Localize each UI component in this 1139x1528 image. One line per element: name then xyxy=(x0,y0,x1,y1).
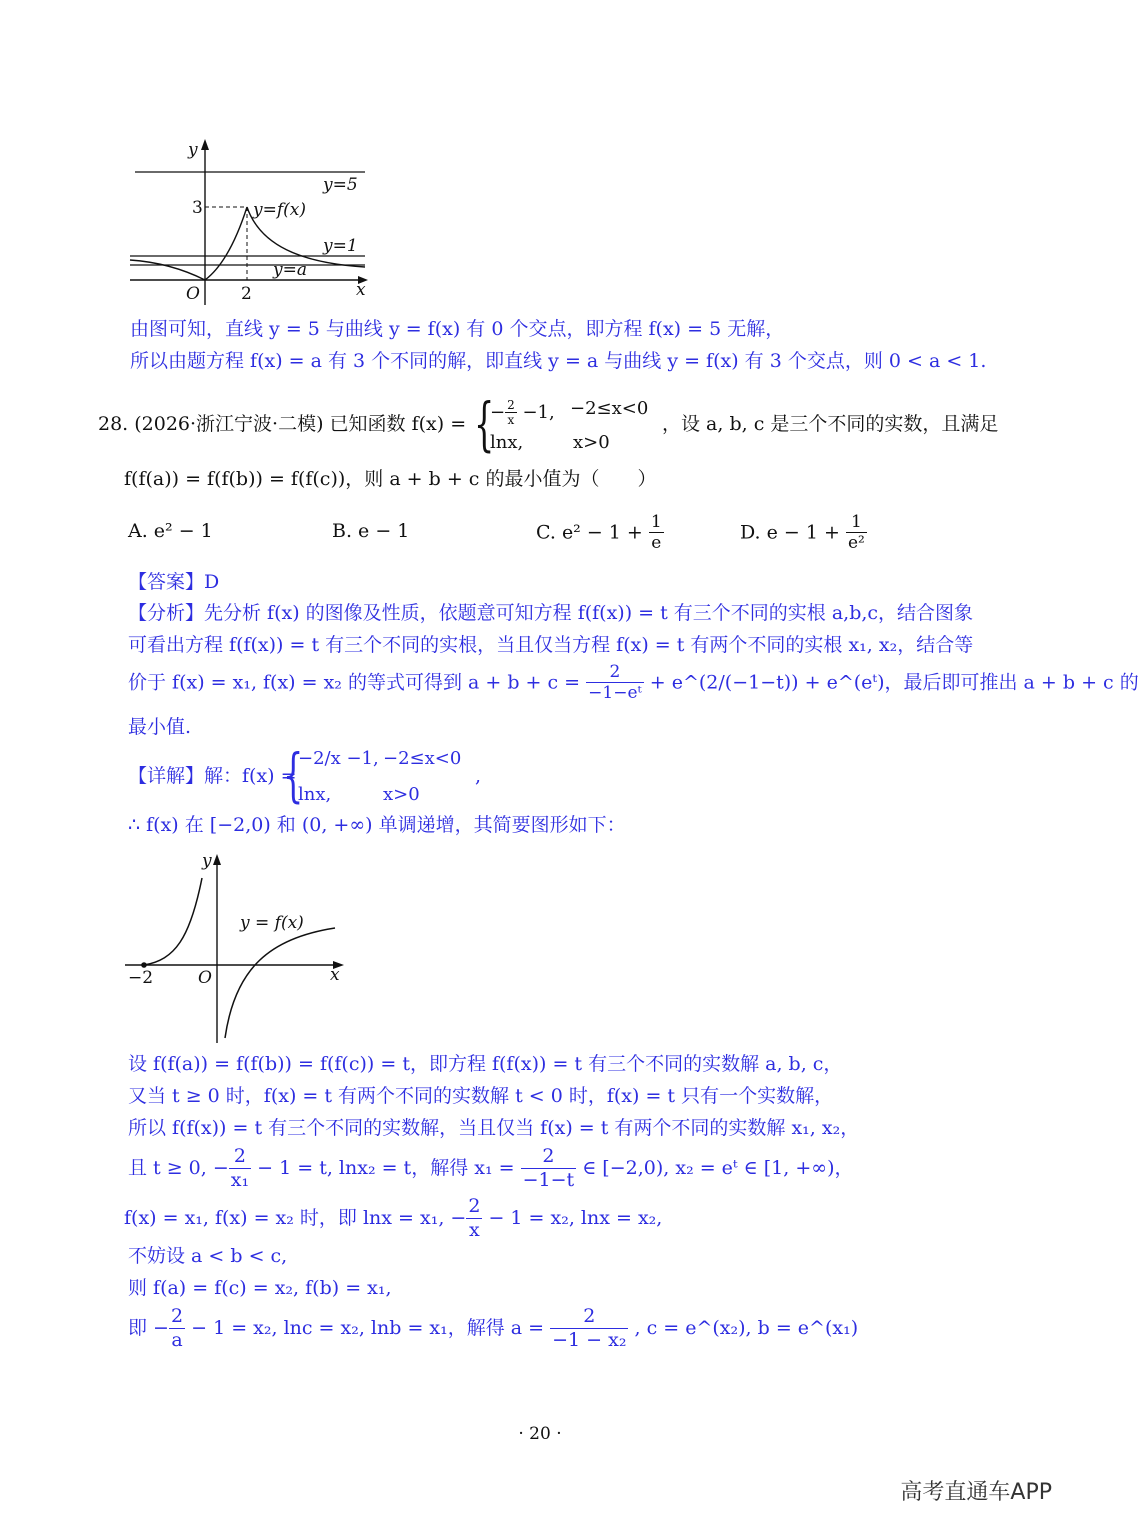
curve-left-branch xyxy=(144,878,202,965)
graph-1 xyxy=(120,135,380,314)
origin-label: O xyxy=(186,284,200,304)
detail-mono: ∴ f(x) 在 [−2,0) 和 (0, +∞) 单调递增，其简要图形如下： xyxy=(128,814,626,836)
option-d[interactable]: D. e − 1 + $\frac{1}{\text{e²}}$ xyxy=(740,512,865,554)
problem-case1-cond: −2≤x<0 xyxy=(570,398,649,419)
label-y5: y=5 xyxy=(323,175,358,195)
analysis-line-4: 最小值. xyxy=(128,716,192,738)
label-fx: y=f(x) xyxy=(253,200,306,220)
detail-case2-cond: x>0 xyxy=(383,784,420,805)
y-axis-label: y xyxy=(188,140,198,160)
label-ya: y=a xyxy=(273,260,307,280)
conclusion-line-1: 由图可知，直线 y = 5 与曲线 y = f(x) 有 0 个交点，即方程 f(x) = 5 无解， xyxy=(130,318,785,340)
x-axis-label: x xyxy=(330,965,340,985)
option-b[interactable]: B. e − 1 xyxy=(332,520,410,542)
option-a[interactable]: A. e² − 1 xyxy=(128,520,213,542)
origin-label: O xyxy=(198,968,212,988)
x-axis-label: x xyxy=(356,280,366,300)
answer: 【答案】D xyxy=(128,571,220,593)
problem-line-2: f(f(a)) = f(f(b)) = f(f(c))，则 a + b + c 的最小值为（ ） xyxy=(124,468,657,490)
analysis-line-2: 可看出方程 f(f(x)) = t 有三个不同的实根，当且仅当方程 f(x) = t 有两个不同的实根 x₁, x₂，结合等 xyxy=(128,634,974,656)
page-number: · 20 · xyxy=(518,1424,562,1444)
problem-header: 28. (2026·浙江宁波·二模) 已知函数 f(x) = xyxy=(98,413,467,435)
graph-2-svg xyxy=(120,848,360,1048)
detail-case2: lnx, xyxy=(298,784,332,805)
problem-brace: { xyxy=(474,390,495,458)
problem-case1: − $\frac{2}{x}$ −1, xyxy=(490,398,555,428)
solution-line-5: f(x) = x₁, f(x) = x₂ 时，即 lnx = x₁, − $\frac{2}{x}$ − 1 = x₂, lnx = x₂, xyxy=(124,1195,663,1241)
tick-y-3: 3 xyxy=(192,198,203,218)
detail-brace: { xyxy=(283,741,304,809)
solution-line-4: 且 t ≥ 0, − $\frac{2}{\text{x₁}}$ − 1 = t, lnx₂ = t，解得 x₁ = $\frac{2}{-1-t}$ ∈ [−2,0), x₂ = eᵗ ∈ [1, +∞)， xyxy=(128,1145,854,1191)
tick-neg2: −2 xyxy=(128,968,154,988)
curve-right-branch xyxy=(225,928,335,1038)
option-c[interactable]: C. e² − 1 + $\frac{1}{e}$ xyxy=(536,512,662,554)
label-fx: y = f(x) xyxy=(240,913,304,933)
y-axis-arrow-icon xyxy=(201,139,209,150)
solution-line-3: 所以 f(f(x)) = t 有三个不同的实数解，当且仅当 f(x) = t 有两个不同的实数解 x₁, x₂， xyxy=(128,1117,860,1139)
detail-case1: −2/x −1, xyxy=(298,748,379,769)
solution-line-6: 不妨设 a < b < c, xyxy=(128,1245,288,1267)
curve-left xyxy=(130,260,205,280)
curve-rise xyxy=(205,207,247,280)
solution-line-8: 即 − $\frac{2}{a}$ − 1 = x₂, lnc = x₂, lnb = x₁，解得 a = $\frac{2}{\text{−1 − x₂}}$ , c = e^(x₂), b = e^(x₁) xyxy=(128,1305,859,1351)
solution-line-2: 又当 t ≥ 0 时，f(x) = t 有两个不同的实数解 t < 0 时，f(x) = t 只有一个实数解， xyxy=(128,1085,834,1107)
problem-case2-cond: x>0 xyxy=(573,432,610,453)
conclusion-line-2: 所以由题方程 f(x) = a 有 3 个不同的解，即直线 y = a 与曲线 y = f(x) 有 3 个交点，则 0 < a < 1. xyxy=(130,350,987,372)
graph-2 xyxy=(120,848,360,1052)
y-axis-arrow-icon xyxy=(213,854,221,865)
problem-header-after: ，设 a, b, c 是三个不同的实数，且满足 xyxy=(662,413,999,435)
graph-1-svg xyxy=(120,135,380,310)
watermark: 高考直通车APP xyxy=(900,1480,1052,1505)
detail-suffix: , xyxy=(475,765,482,787)
detail-prefix: 【详解】解：f(x) = xyxy=(128,765,297,787)
tick-x-2: 2 xyxy=(241,284,252,304)
detail-case1-cond: −2≤x<0 xyxy=(383,748,462,769)
analysis-line-3: 价于 f(x) = x₁, f(x) = x₂ 的等式可得到 a + b + c = $\frac{2}{\text{−1−eᵗ}}$ + e^(2/(−1−t)) + e^(eᵗ)，最后即可推出 a + b + c 的 xyxy=(128,662,1139,704)
label-y1: y=1 xyxy=(323,236,358,256)
problem-case2: lnx, xyxy=(490,432,524,453)
solution-line-7: 则 f(a) = f(c) = x₂, f(b) = x₁, xyxy=(128,1277,392,1299)
solution-line-1: 设 f(f(a)) = f(f(b)) = f(f(c)) = t，即方程 f(f(x)) = t 有三个不同的实数解 a, b, c， xyxy=(128,1053,843,1075)
analysis-line-1: 【分析】先分析 f(x) 的图像及性质，依题意可知方程 f(f(x)) = t 有三个不同的实根 a,b,c，结合图象 xyxy=(128,602,974,624)
y-axis-label: y xyxy=(202,851,212,871)
